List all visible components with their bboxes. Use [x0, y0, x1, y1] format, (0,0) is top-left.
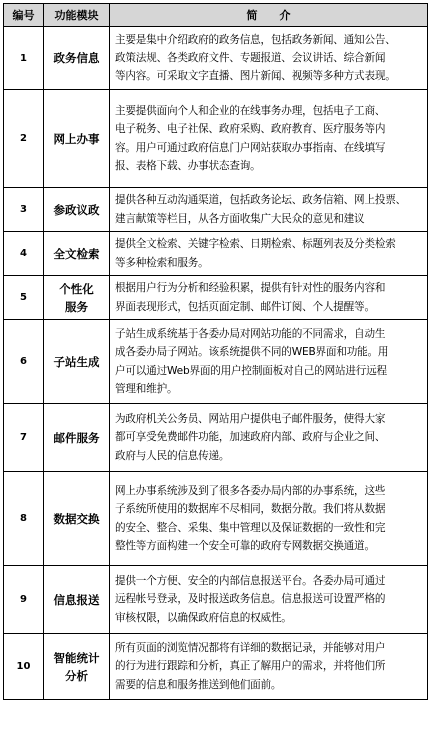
- header-number: 编号: [4, 4, 44, 27]
- module-description: [110, 27, 428, 90]
- description-line: 远程帐号登录，及时报送政务信息。信息报送可设置严格的: [115, 593, 386, 606]
- table-row: [4, 320, 428, 404]
- description-line: 子系统所使用的数据库不尽相同，数据分散。我们将从数据: [115, 503, 386, 516]
- module-description: [110, 472, 428, 566]
- description-line: 容。用户可通过政府信息门户网站获取办事指南、在线填写: [115, 141, 386, 154]
- description-line: 电子税务、电子社保、政府采购、政府教育、医疗服务等内: [115, 123, 386, 136]
- module-description: [110, 320, 428, 404]
- description-line: 主要提供面向个人和企业的在线事务办理，包括电子工商、: [115, 104, 386, 117]
- description-line: 根据用户行为分析和经验积累，提供有针对性的服务内容和: [115, 282, 386, 295]
- row-number: 1: [4, 27, 44, 90]
- description-line: 提供全文检索、关键字检索、日期检索、标题列表及分类检索: [115, 238, 396, 251]
- description-line: 网上办事系统涉及到了很多各委办局内部的办事系统，这些: [115, 484, 386, 497]
- table-row: [4, 472, 428, 566]
- header-description: 简 介: [110, 4, 428, 27]
- description-line: 为政府机关公务员、网站用户提供电子邮件服务，使得大家: [115, 413, 386, 426]
- table-row: [4, 27, 428, 90]
- description-line: 报、表格下载、办事状态查询。: [115, 159, 261, 172]
- table-row: [4, 566, 428, 634]
- row-number: 6: [4, 320, 44, 404]
- module-name: 全文检索: [44, 232, 110, 276]
- module-name: 信息报送: [44, 566, 110, 634]
- table-row: [4, 404, 428, 472]
- module-name: 数据交换: [44, 472, 110, 566]
- description-line: 整性等方面构建一个安全可靠的政府专网数据交换通道。: [115, 539, 375, 552]
- module-name-line: 分析: [65, 668, 88, 683]
- module-name: 邮件服务: [44, 404, 110, 472]
- table-row: [4, 232, 428, 276]
- row-number: 7: [4, 404, 44, 472]
- description-line: 所有页面的浏览情况都将有详细的数据记录，并能够对用户: [115, 642, 386, 655]
- description-line: 提供各种互动沟通渠道，包括政务论坛、政务信箱、网上投票、: [115, 194, 407, 207]
- description-line: 政策法规、各类政府文件、专题报道、会议讲话、综合新闻: [115, 51, 386, 64]
- row-number: 9: [4, 566, 44, 634]
- module-name: 参政议政: [44, 188, 110, 232]
- description-line: 政府与人民的信息传递。: [115, 449, 230, 462]
- function-module-table: [3, 3, 428, 700]
- module-description: [110, 232, 428, 276]
- description-line: 管理和维护。: [115, 382, 178, 395]
- module-name-line: 智能统计: [53, 650, 100, 665]
- module-description: [110, 276, 428, 320]
- header-row: [4, 4, 428, 27]
- module-description: [110, 566, 428, 634]
- description-line: 子站生成系统基于各委办局对网站功能的不同需求，自动生: [115, 327, 386, 340]
- description-line: 等多种检索和服务。: [115, 256, 209, 269]
- row-number: 5: [4, 276, 44, 320]
- module-description: [110, 188, 428, 232]
- header-module: 功能模块: [44, 4, 110, 27]
- module-name: 政务信息: [44, 27, 110, 90]
- description-line: 界面表现形式，包括页面定制、邮件订阅、个人提醒等。: [115, 300, 375, 313]
- table-row: [4, 634, 428, 700]
- description-line: 建言献策等栏目，从各方面收集广大民众的意见和建议: [115, 212, 365, 225]
- description-line: 都可享受免费邮件功能，加速政府内部、政府与企业之间、: [115, 431, 386, 444]
- table-row: [4, 90, 428, 188]
- module-name: [44, 276, 110, 320]
- row-number: 3: [4, 188, 44, 232]
- module-description: [110, 634, 428, 700]
- description-line: 主要是集中介绍政府的政务信息，包括政务新闻、通知公告、: [115, 33, 396, 46]
- module-name-line: 个性化: [59, 281, 94, 296]
- module-name: 子站生成: [44, 320, 110, 404]
- description-line: 需要的信息和服务推送到他们面前。: [115, 678, 282, 691]
- description-line: 提供一个方便、安全的内部信息报送平台。各委办局可通过: [115, 575, 386, 588]
- module-description: [110, 404, 428, 472]
- module-name: 网上办事: [44, 90, 110, 188]
- description-line: 等内容。可采取文字直播、图片新闻、视频等多种方式表现。: [115, 70, 396, 83]
- table-row: [4, 188, 428, 232]
- description-line: 审核权限，以确保政府信息的权威性。: [115, 611, 292, 624]
- row-number: 8: [4, 472, 44, 566]
- description-line: 的安全、整合、采集、集中管理以及保证数据的一致性和完: [115, 521, 386, 534]
- row-number: 10: [4, 634, 44, 700]
- description-line: 户可以通过Web界面的用户控制面板对自己的网站进行远程: [115, 364, 387, 377]
- module-description: [110, 90, 428, 188]
- row-number: 4: [4, 232, 44, 276]
- module-name-line: 服务: [65, 299, 88, 314]
- description-line: 的行为进行跟踪和分析，真正了解用户的需求，并将他们所: [115, 660, 386, 673]
- row-number: 2: [4, 90, 44, 188]
- description-line: 成各委办局子网站。该系统提供不同的WEB界面和功能。用: [115, 346, 389, 359]
- table-row: [4, 276, 428, 320]
- module-name: [44, 634, 110, 700]
